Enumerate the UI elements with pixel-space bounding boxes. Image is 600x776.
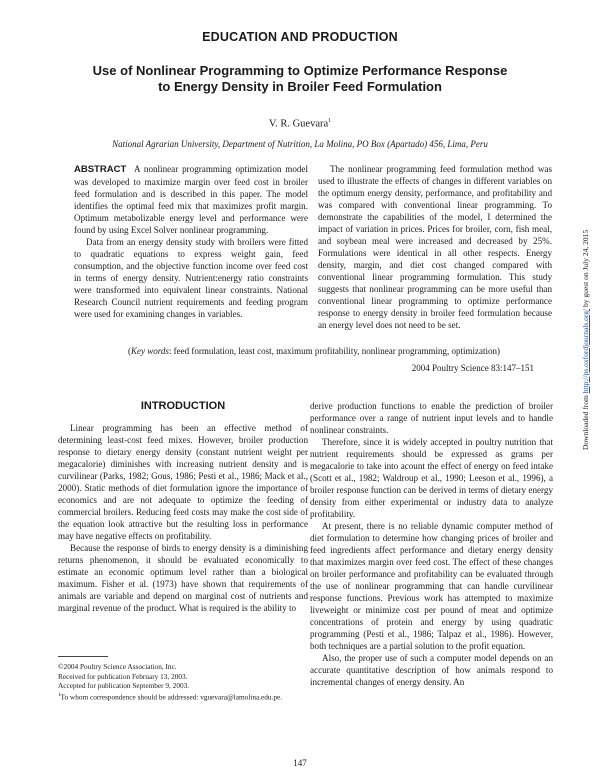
sidebar-link[interactable]: http://ps.oxfordjournals.org/ (581, 308, 590, 394)
abstract-paragraph-1 (74, 163, 308, 236)
intro-right-paragraph-4: Also, the proper use of such a computer model depends on an accurate quantitative description of how animals respond to incremental changes of energy density. An (310, 653, 553, 687)
abstract-paragraph-3: The nonlinear programming feed formulation method was used to illustrate the effects of changes in different variables on the optimum energy density, performance, and profitability and was compared with conventional linear programming. To demonstrate the capabilities of the model, I determined the impact of variation in prices. Prices for broiler, corn, fish meal, and soybean meal were increased and decreased by 25%. Formulations were identical in all other respects. Energy density, margin, and diet cost changed compared with conventional linear programming formulation. This study suggests that nonlinear programming can be more useful than conventional linear programming to optimize performance response to energy density in broiler feed formulation because an energy level does not need to be set. (318, 164, 552, 330)
sidebar-prefix: Downloaded from (581, 393, 590, 450)
author-footnote-mark: 1 (328, 118, 332, 124)
abstract-p1-text: A nonlinear programming optimization model was developed to maximize margin over feed cost in broiler feed formulation and is described in this paper. The model identifies the optimal feed mix that maximizes profit margin. Optimum metabolizable energy level and performance were found by using Excel Solver nonlinear programming. (74, 164, 308, 235)
intro-right-paragraph-2: Therefore, since it is widely accepted in poultry nutrition that nutrient requirements should be expressed as grams per megacalorie to take into acount the effect of energy on feed intake (Scott et al., 1982; Waldroup et al., 1990; Leeson et al., 1996), a broiler response function can be derived in terms of dietary energy density from either experimental or industry data to analyze profitability. (310, 437, 553, 519)
introduction-heading: INTRODUCTION (140, 400, 226, 412)
introduction-left-column (58, 422, 308, 614)
keywords-open: ( (127, 346, 131, 356)
abstract-label: ABSTRACT (74, 164, 127, 175)
keywords (74, 346, 554, 356)
section-heading: EDUCATION AND PRODUCTION (202, 30, 398, 44)
title-line-2: to Energy Density in Broiler Feed Formulation (158, 79, 442, 94)
download-sidebar (581, 230, 590, 450)
intro-paragraph-2: Because the response of birds to energy density is a diminishing returns phenomenon, it should be evaluated economically to estimate an economic optimum level rather than a biological maximum. Fisher et al. (1973) have shown that requirements of animals are variable and depend on marginal cost of nutrients and marginal revenue of the product. What is required is the ability to (58, 543, 308, 613)
citation: 2004 Poultry Science 83:147–151 (411, 363, 534, 373)
sidebar-suffix: by guest on July 24, 2015 (581, 229, 590, 309)
author-name: V. R. Guevara (268, 118, 329, 130)
intro-right-paragraph-3: At present, there is no reliable dynamic computer method of diet formulation to determine how changing prices of broiler and feed ingredients affect performance and dietary energy density that maximizes margin over feed cost. The effect of these changes on broiler performance and profitability can be evaluated through the use of nonlinear programming that can handle curvilinear response functions. Previous work has attempted to maximize liveweight or minimize cost per pound of meat and optimize concentrations of protein and energy by using quadratic programming (Pesti et al., 1986; Talpaz et al., 1986). However, both techniques are a partial solution to the profit equation. (310, 521, 553, 651)
intro-paragraph-1: Linear programming has been an effective method of determining least-cost feed mixes. However, broiler production response to dietary energy density (constant nutrient weight per megacalorie) diminishes with increasing nutrient density and is curvilinear (Parks, 1982; Gous, 1986; Pesti et al., 1986; Mack et al., 2000). Static methods of diet formulation ignore the importance of economics and are not adequate to optimize the feeding of commercial broilers. Reducing feed costs may make the cost side of the equation look attractive but the resulting loss in performance may have negative effects on profitability. (58, 423, 308, 541)
page-number: 147 (293, 758, 307, 768)
abstract-paragraph-2: Data from an energy density study with broilers were fitted to quadratic equations to express weight gain, feed consumption, and the objective function income over feed cost in terms of energy density. Nutrient:energy ratio constraints were transformed into equivalent linear constraints. National Research Council nutrient requirements and feeding program were used for examining changes in variables. (74, 237, 308, 319)
author-line (0, 118, 600, 130)
footnote-received: Received for publication February 13, 2003. (58, 671, 188, 681)
article-title (50, 63, 550, 95)
footnote-copyright: ©2004 Poultry Science Association, Inc. (58, 662, 177, 671)
footnote-divider (58, 656, 108, 657)
intro-right-paragraph-1: derive production functions to enable the prediction of broiler performance over a range of nutrient input levels and to handle nonlinear constraints. (310, 401, 553, 435)
footnote-corr-text[interactable]: To whom correspondence should be addressed: vguevara@lamolina.edu.pe. (60, 692, 283, 702)
footnote-accepted: Accepted for publication September 9, 2003. (58, 681, 190, 691)
abstract-left-column (74, 163, 308, 320)
footnotes (58, 662, 308, 702)
affiliation: National Agrarian University, Department of Nutrition, La Molina, PO Box (Apartado) 456, Lima, Peru (112, 139, 488, 149)
footnote-correspondence (58, 691, 308, 702)
abstract-right-column (318, 163, 552, 331)
footnote-corr-mark: 1 (58, 692, 61, 698)
title-line-1: Use of Nonlinear Programming to Optimize Performance Response (92, 63, 508, 78)
keywords-label: Key words (130, 346, 169, 356)
keywords-text: : feed formulation, least cost, maximum profitability, nonlinear programming, optimization) (168, 346, 500, 356)
introduction-right-column (310, 400, 553, 688)
